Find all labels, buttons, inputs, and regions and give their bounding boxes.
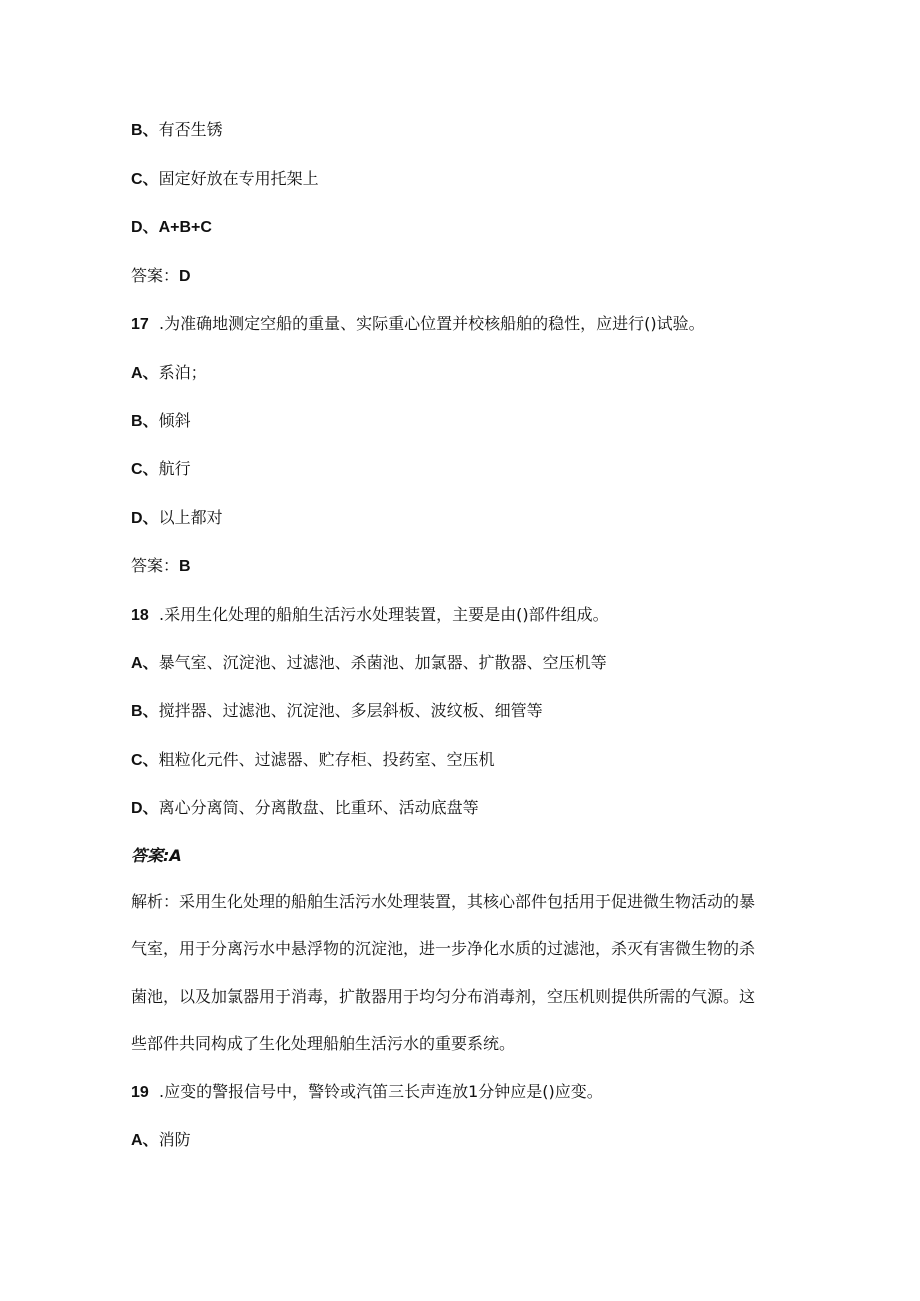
option-label: D、 (131, 510, 159, 527)
option-text: 暴气室、沉淀池、过滤池、杀菌池、加氯器、扩散器、空压机等 (158, 653, 607, 672)
q18-answer (131, 844, 182, 868)
q16-option-c (131, 167, 319, 192)
option-text: 固定好放在专用托架上 (158, 169, 319, 188)
q19-option-a (131, 1128, 191, 1153)
option-label: A、 (131, 655, 159, 672)
q18-analysis-line-4: 些部件共同构成了生化处理船舶生活污水的重要系统。 (131, 1034, 516, 1053)
option-label: B、 (131, 703, 159, 720)
option-label: C、 (131, 461, 159, 478)
q17-option-d (131, 506, 223, 531)
q17-option-c (131, 457, 191, 482)
option-text: 粗粒化元件、过滤器、贮存柜、投药室、空压机 (158, 750, 495, 769)
option-text: A+B+C (158, 219, 212, 236)
option-text: 搅拌器、过滤池、沉淀池、多层斜板、波纹板、细管等 (158, 701, 543, 720)
question-text: .采用生化处理的船舶生活污水处理装置，主要是由()部件组成。 (159, 605, 609, 624)
q18-option-d (131, 796, 479, 821)
q18-option-c (131, 748, 495, 773)
q16-answer (131, 264, 191, 289)
question-number: 19 (131, 1084, 149, 1101)
option-label: C、 (131, 752, 159, 769)
q17-question (131, 312, 705, 337)
option-text: 航行 (158, 459, 191, 478)
answer-label: 答案: (131, 846, 170, 865)
option-text: 离心分离筒、分离散盘、比重环、活动底盘等 (158, 798, 479, 817)
option-label: C、 (131, 171, 159, 188)
option-text: 倾斜 (158, 411, 191, 430)
q17-option-b (131, 409, 191, 434)
option-label: B、 (131, 413, 159, 430)
option-text: 以上都对 (158, 508, 223, 527)
option-label: D、 (131, 800, 159, 817)
q18-option-b (131, 699, 543, 724)
question-number: 17 (131, 316, 149, 333)
q18-analysis-line-1: 解析：采用生化处理的船舶生活污水处理装置，其核心部件包括用于促进微生物活动的暴 (131, 892, 756, 911)
option-text: 有否生锈 (158, 120, 223, 139)
answer-label: 答案： (131, 556, 180, 575)
q18-analysis-line-3: 菌池，以及加氯器用于消毒，扩散器用于均匀分布消毒剂，空压机则提供所需的气源。这 (131, 987, 756, 1006)
q17-answer (131, 554, 191, 579)
option-label: D、 (131, 219, 159, 236)
question-text: .为准确地测定空船的重量、实际重心位置并校核船舶的稳性，应进行()试验。 (159, 314, 705, 333)
q16-option-b (131, 118, 223, 143)
option-text: 消防 (158, 1130, 191, 1149)
option-label: A、 (131, 365, 159, 382)
q17-option-a (131, 361, 207, 386)
answer-label: 答案： (131, 266, 180, 285)
q18-option-a (131, 651, 607, 676)
answer-value: D (179, 268, 191, 285)
question-text: .应变的警报信号中，警铃或汽笛三长声连放1分钟应是()应变。 (159, 1082, 603, 1101)
option-text: 系泊； (158, 363, 207, 382)
option-label: A、 (131, 1132, 159, 1149)
answer-value: B (179, 558, 191, 575)
q18-question (131, 603, 609, 628)
answer-value: A (169, 846, 182, 865)
option-label: B、 (131, 122, 159, 139)
q19-question (131, 1080, 603, 1105)
question-number: 18 (131, 607, 149, 624)
q16-option-d (131, 215, 212, 240)
q18-analysis-line-2: 气室，用于分离污水中悬浮物的沉淀池，进一步净化水质的过滤池，杀灭有害微生物的杀 (131, 939, 756, 958)
